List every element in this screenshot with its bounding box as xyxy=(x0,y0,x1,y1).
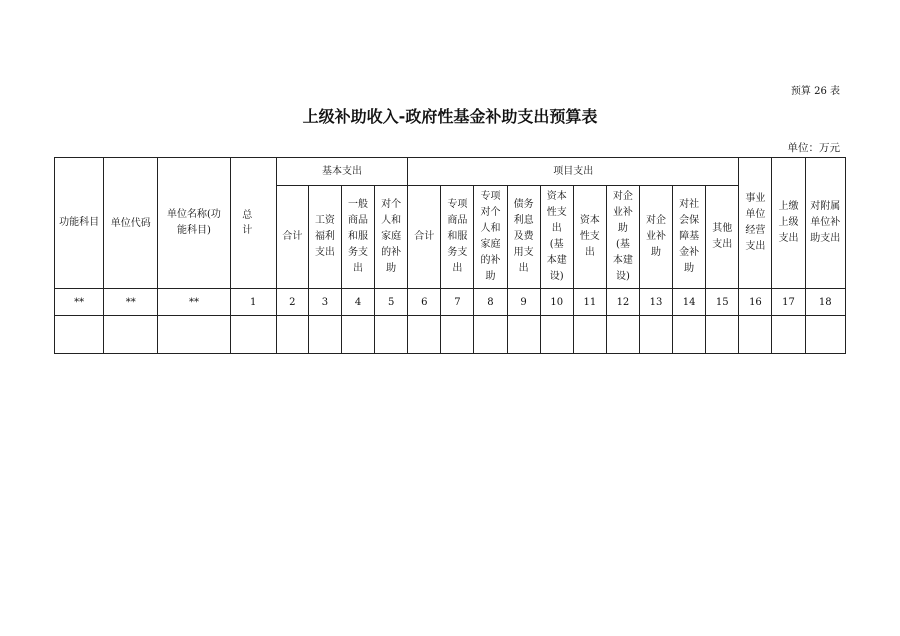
table-cell xyxy=(104,316,158,354)
index-cell: 18 xyxy=(805,289,845,316)
table-cell xyxy=(230,316,276,354)
header-col-4: 一般商品和服务支出 xyxy=(342,186,375,289)
unit-label: 单位：万元 xyxy=(787,142,840,154)
header-function-subject: 功能科目 xyxy=(55,158,104,289)
index-cell: ** xyxy=(158,289,230,316)
header-col-3: 工资福利支出 xyxy=(308,186,341,289)
table-cell xyxy=(276,316,308,354)
index-cell: ** xyxy=(104,289,158,316)
header-col-17: 上缴上级支出 xyxy=(772,158,805,289)
header-col-2: 合计 xyxy=(276,186,308,289)
table-cell xyxy=(342,316,375,354)
index-cell: 8 xyxy=(474,289,507,316)
header-col-6: 合计 xyxy=(408,186,441,289)
index-cell: 15 xyxy=(706,289,739,316)
header-col-11: 资本性支出 xyxy=(573,186,606,289)
table-cell xyxy=(706,316,739,354)
header-col-10: 资本性支出(基本建设) xyxy=(540,186,573,289)
index-cell: 3 xyxy=(308,289,341,316)
header-unit-name: 单位名称(功能科目) xyxy=(158,158,230,289)
table-cell xyxy=(639,316,672,354)
header-col-15: 其他支出 xyxy=(706,186,739,289)
index-row xyxy=(55,289,846,316)
header-col-5: 对个人和家庭的补助 xyxy=(375,186,408,289)
index-cell: 9 xyxy=(507,289,540,316)
index-cell: 10 xyxy=(540,289,573,316)
table-cell xyxy=(540,316,573,354)
header-basic-expenditure: 基本支出 xyxy=(276,158,407,186)
table-cell xyxy=(375,316,408,354)
index-cell: 14 xyxy=(673,289,706,316)
index-cell: 4 xyxy=(342,289,375,316)
table-cell xyxy=(805,316,845,354)
index-cell: 2 xyxy=(276,289,308,316)
header-col-12: 对企业补助(基本建设) xyxy=(606,186,639,289)
index-cell: 17 xyxy=(772,289,805,316)
index-cell: 12 xyxy=(606,289,639,316)
header-col-14: 对社会保障基金补助 xyxy=(673,186,706,289)
index-cell: 11 xyxy=(573,289,606,316)
header-col-18: 对附属单位补助支出 xyxy=(805,158,845,289)
header-col-9: 债务利息及费用支出 xyxy=(507,186,540,289)
table-cell xyxy=(308,316,341,354)
table-cell xyxy=(441,316,474,354)
header-col-16: 事业单位经营支出 xyxy=(739,158,772,289)
table-cell xyxy=(474,316,507,354)
header-col-8: 专项对个人和家庭的补助 xyxy=(474,186,507,289)
table-cell xyxy=(739,316,772,354)
table-cell xyxy=(55,316,104,354)
index-cell: 13 xyxy=(639,289,672,316)
table-cell xyxy=(507,316,540,354)
index-cell: 5 xyxy=(375,289,408,316)
header-col-13: 对企业补助 xyxy=(639,186,672,289)
index-cell: 7 xyxy=(441,289,474,316)
index-cell: 16 xyxy=(739,289,772,316)
page-title: 上级补助收入-政府性基金补助支出预算表 xyxy=(302,107,598,126)
header-col-7: 专项商品和服务支出 xyxy=(441,186,474,289)
index-cell: 1 xyxy=(230,289,276,316)
header-unit-code: 单位代码 xyxy=(104,158,158,289)
table-cell xyxy=(408,316,441,354)
header-total: 总 计 xyxy=(230,158,276,289)
budget-table xyxy=(54,157,846,354)
table-cell xyxy=(606,316,639,354)
form-number: 预算 26 表 xyxy=(790,86,840,97)
index-cell: ** xyxy=(55,289,104,316)
data-row-empty xyxy=(55,316,846,354)
header-project-expenditure: 项目支出 xyxy=(408,158,739,186)
table-cell xyxy=(772,316,805,354)
index-cell: 6 xyxy=(408,289,441,316)
table-cell xyxy=(158,316,230,354)
table-cell xyxy=(573,316,606,354)
table-cell xyxy=(673,316,706,354)
